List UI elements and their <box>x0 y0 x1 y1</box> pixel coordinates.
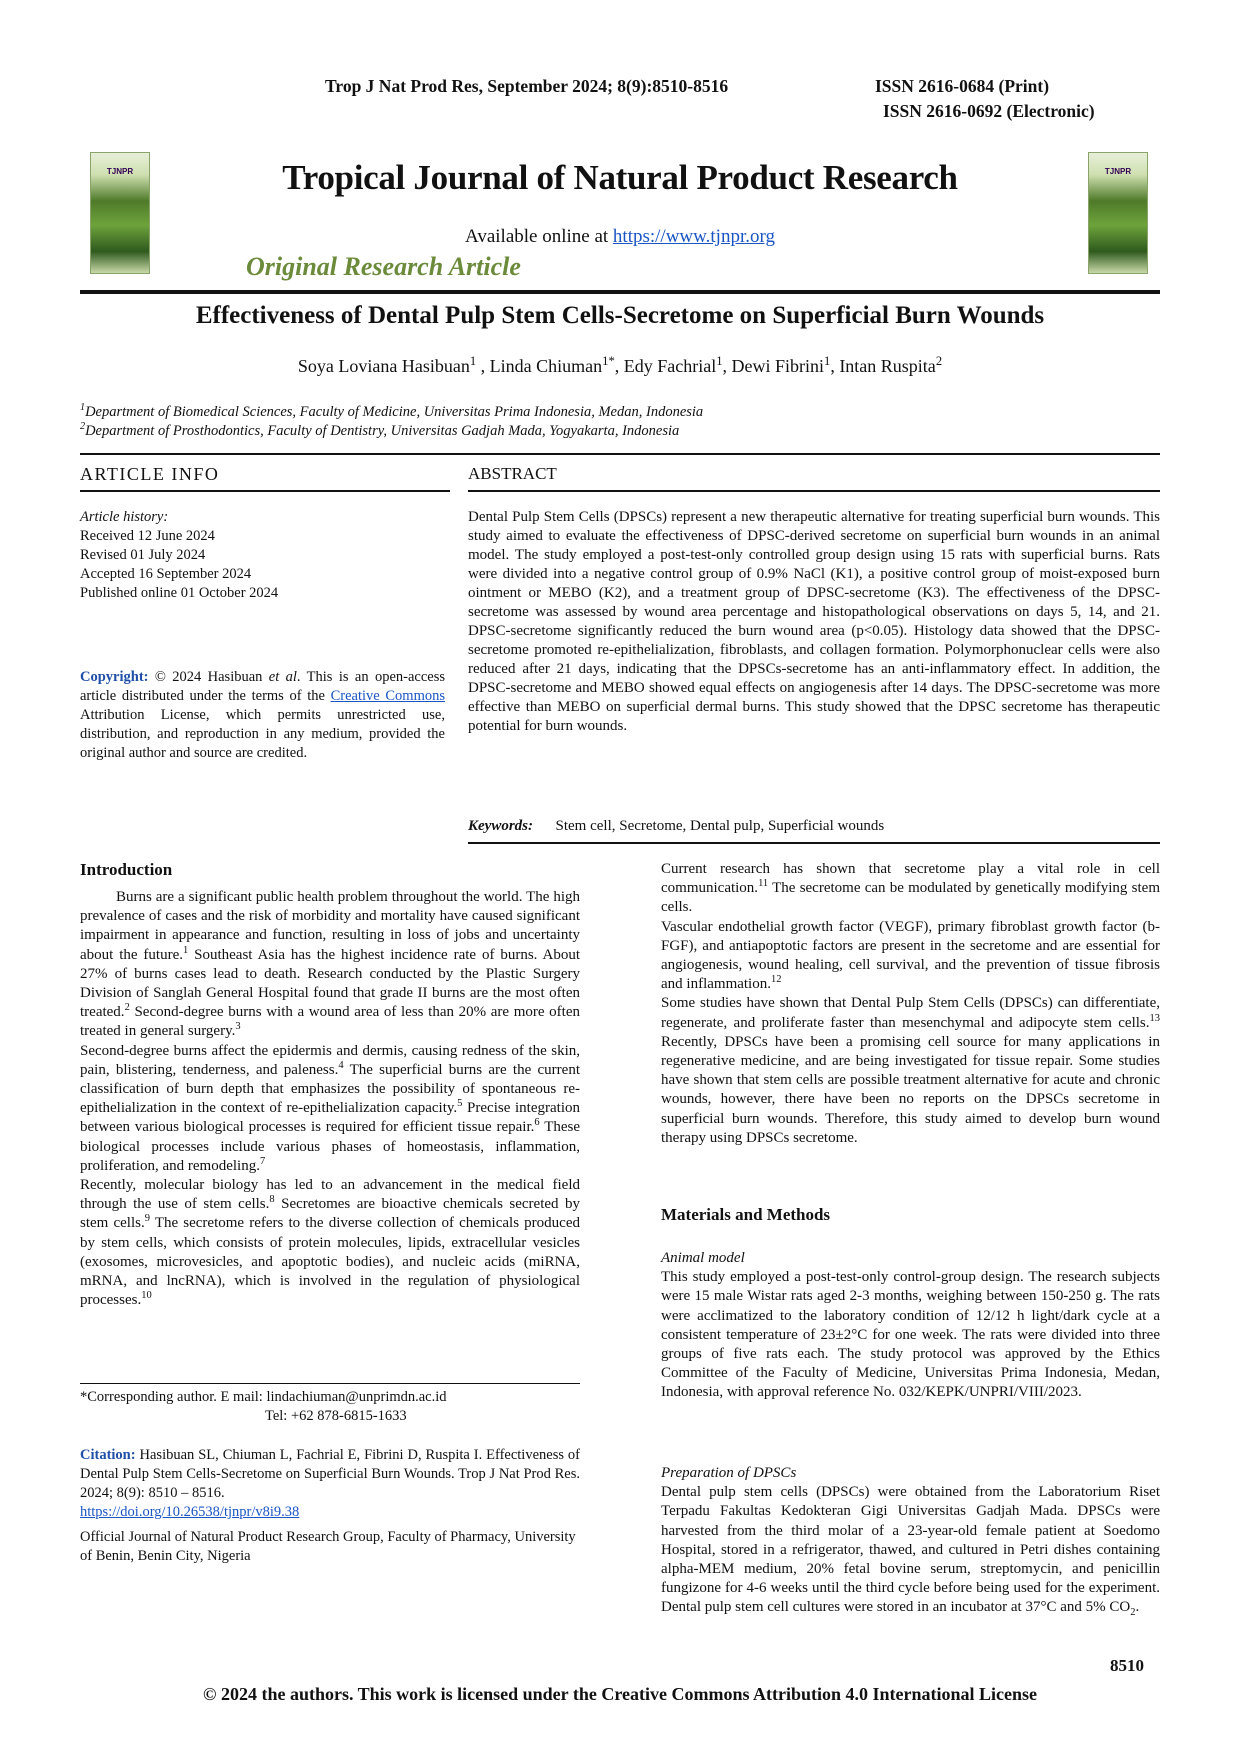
text: These biological processes include various phases of homeostasis, inflammation, proliferation, and remodeling. <box>80 1119 581 1174</box>
author-name: Soya Loviana Hasibuan <box>297 356 470 376</box>
published-date: Published online 01 October 2024 <box>80 585 279 601</box>
affiliation-sup: 1 <box>80 402 86 414</box>
paragraph <box>80 888 580 1042</box>
text: Precise integration between various biological processes is required for efficient tissue repair. <box>80 1100 580 1136</box>
introduction-left-column <box>80 888 580 1310</box>
preparation-section <box>661 1464 1160 1618</box>
keywords-text: Stem cell, Secretome, Dental pulp, Superficial wounds <box>555 818 885 834</box>
article-history <box>80 508 450 603</box>
paragraph <box>80 1042 580 1176</box>
ref: 1 <box>183 944 189 956</box>
affiliation <box>80 404 1160 421</box>
article-info-heading: ARTICLE INFO <box>80 464 220 484</box>
author-name: Dewi Fibrini <box>731 356 825 376</box>
animal-model-text: This study employed a post-test-only control-group design. The research subjects were 15 male Wistar rats aged 2-3 months, weighing between 150-250 g. The rats were acclimatized to the laboratory condition of 12/12 h light/dark cycle at a consistent temperature of 23±2°C for one week. The rats were divided into three groups of five rats each. The study protocol was approved by the Ethics Committee of the Faculty of Medicine, Universitas Prima Indonesia, Medan, Indonesia, with approval reference No. 032/KEPK/UNPRI/VIII/2023. <box>661 1269 1160 1401</box>
text: Second-degree burns affect the epidermis and dermis, causing redness of the skin, pain, blistering, tenderness, and paleness. <box>80 1042 580 1078</box>
corresponding-author <box>80 1388 580 1426</box>
ref: 13 <box>1149 1012 1160 1024</box>
affiliation-text: Department of Prosthodontics, Faculty of Dentistry, Universitas Gadjah Mada, Yogyakarta, Indonesia <box>85 423 680 439</box>
accepted-date: Accepted 16 September 2024 <box>80 566 252 582</box>
license-footer: © 2024 the authors. This work is licensed under the Creative Commons Attribution 4.0 International License <box>203 1684 1037 1704</box>
citation-text: Hasibuan SL, Chiuman L, Fachrial E, Fibrini D, Ruspita I. Effectiveness of Dental Pulp Stem Cells-Secretome on Superficial Burn Wounds. Trop J Nat Prod Res. 2024; 8(9): 8510 – 8516. <box>80 1447 580 1501</box>
text: Recently, DPSCs have been a promising cell source for many applications in regenerative medicine, and are being investigated for tissue repair. Some studies have shown that stem cells are possible treatment alternative for acute and chronic wounds, however, there have been no reports on the DPSCs secretome in superficial burn wounds. Therefore, this study aimed to develop burn wound therapy using DPSCs secretome. <box>661 1033 1160 1146</box>
issn-electronic: ISSN 2616-0692 (Electronic) <box>883 101 1095 121</box>
revised-date: Revised 01 July 2024 <box>80 547 206 563</box>
keywords-rule <box>468 842 1160 844</box>
text: Current research has shown that secretome play a vital role in cell communication. <box>661 861 1160 897</box>
keywords-label: Keywords: <box>468 818 533 834</box>
keywords-line <box>468 818 884 835</box>
author-sup: 2 <box>935 354 943 368</box>
copyright-text: . This is an open-access article distributed under the terms of the <box>80 669 445 704</box>
preparation-heading: Preparation of DPSCs <box>661 1465 797 1481</box>
text: Second-degree burns with a wound area of less than 20% are more often treated in general surgery. <box>80 1004 580 1040</box>
affiliation-sup: 2 <box>80 421 86 433</box>
abstract-text: Dental Pulp Stem Cells (DPSCs) represent a new therapeutic alternative for treating superficial burn wounds. This study aimed to evaluate the effectiveness of DPSC-derived secretome on superficial burn wounds in an animal model. The study employed a post-test-only controlled group design using 15 rats with superficial burns. Rats were divided into a negative control group of 0.9% NaCl (K1), a positive control group of moist-exposed burn ointment or MEBO (K2), and a treatment group of DPSC-secretome (K3). The effectiveness of the DPSC-secretome was assessed by wound area percentage and histopathological observations on days 5, 14, and 21. DPSC-secretome significantly reduced the burn wound area (p<0.05). Histology data showed that the DPSC-secretome promoted re-epithelialization, fibroblasts, and collagen formation. Polymorphonuclear cells were also reduced after 21 days, indicating that the DPSCs-secretome has an anti-inflammatory effect. In addition, the DPSC-secretome and MEBO showed equal effects on angiogenesis after 14 days. The DPSC-secretome was more effective than MEBO on superficial dermal burns. This study showed that the DPSC secretome has therapeutic potential for burn wounds. <box>468 509 1160 734</box>
received-date: Received 12 June 2024 <box>80 528 215 544</box>
ref: 10 <box>141 1290 152 1302</box>
paragraph <box>661 918 1160 995</box>
header-rule <box>80 290 1160 294</box>
animal-model-section <box>661 1249 1160 1403</box>
text: Burns are a significant public health problem throughout the world. The high prevalence of cases and the risk of morbidity and mortality have caused significant impairment in appearance and function, resulting in loss of jobs and uncertainty about the future. <box>80 889 580 963</box>
copyright-etal: et al <box>268 669 297 685</box>
copyright-text: Attribution License, which permits unrestricted use, distribution, and reproduction in any medium, provided the original author and source are credited. <box>80 707 445 761</box>
ref: 9 <box>144 1213 150 1225</box>
creative-commons-link[interactable]: Creative Commons <box>330 688 445 704</box>
running-citation: Trop J Nat Prod Res, September 2024; 8(9):8510-8516 <box>325 76 729 96</box>
journal-url-link[interactable]: https://www.tjnpr.org <box>612 226 775 247</box>
copyright-label: Copyright: <box>80 669 149 685</box>
ref: 2 <box>124 1002 130 1014</box>
text: The secretome refers to the diverse collection of chemicals produced by stem cells, which consists of protein molecules, lipids, extracellular vesicles (exosomes, microvesicles, and apoptotic bodies), and nucleic acids (miRNA, mRNA, and lncRNA), which is involved in the regulation of physiological processes. <box>80 1215 580 1309</box>
history-label: Article history: <box>80 509 169 525</box>
cover-label: TJNPR <box>106 167 134 176</box>
copyright-notice <box>80 668 445 763</box>
article-info-rule <box>80 490 450 492</box>
affiliation-rule <box>80 453 1160 455</box>
journal-cover-right-image <box>1088 152 1148 274</box>
paragraph <box>80 1176 580 1310</box>
ref: 6 <box>534 1117 540 1129</box>
text: Southeast Asia has the highest incidence rate of burns. About 27% of burns cases lead to death. Research conducted by the Plastic Surgery Division of Sanglah General Hospital found that grade II burns are the most often treated. <box>80 946 580 1021</box>
text: Some studies have shown that Dental Pulp Stem Cells (DPSCs) can differentiate, regenerate, and proliferate faster than mesenchymal and adipocyte stem cells. <box>661 995 1160 1031</box>
animal-model-heading: Animal model <box>661 1250 745 1266</box>
copyright-text: © 2024 Hasibuan <box>148 669 269 685</box>
ref: 4 <box>338 1059 344 1071</box>
text: Recently, molecular biology has led to an advancement in the medical field through the use of stem cells. <box>80 1177 580 1213</box>
paragraph <box>661 994 1160 1148</box>
methods-heading: Materials and Methods <box>661 1205 831 1224</box>
author-sup: 1 <box>824 354 831 368</box>
introduction-heading: Introduction <box>80 860 173 879</box>
paragraph <box>661 860 1160 918</box>
author-sup: 1* <box>602 354 615 368</box>
text: Vascular endothelial growth factor (VEGF), primary fibroblast growth factor (b-FGF), and antiapoptotic factors are present in the secretome and are essential for angiogenesis, wound healing, cell survival, and the prevention of tissue fibrosis and inflammation. <box>661 918 1160 993</box>
ref: 5 <box>457 1098 463 1110</box>
citation-block <box>80 1446 580 1522</box>
ref: 3 <box>235 1021 241 1033</box>
footnote-rule <box>80 1383 580 1384</box>
preparation-text <box>661 1483 1160 1617</box>
text: Secretomes are bioactive chemicals secreted by stem cells. <box>80 1196 581 1232</box>
cover-label: TJNPR <box>1104 167 1132 176</box>
author-name: Linda Chiuman <box>489 356 603 376</box>
text: The superficial burns are the current classification of burn depth that emphasizes the possibility of spontaneous re-epithelialization in the context of re-epithelialization capacity. <box>80 1061 580 1117</box>
issn-print: ISSN 2616-0684 (Print) <box>875 76 1050 96</box>
subscript: 2 <box>1130 1607 1136 1619</box>
author-sup: 1 <box>716 354 723 368</box>
corresponding-email: *Corresponding author. E mail: lindachiuman@unprimdn.ac.id <box>80 1389 447 1405</box>
author-name: Intan Ruspita <box>839 356 936 376</box>
affiliation <box>80 423 1160 440</box>
author-sup: 1 <box>469 354 477 368</box>
ref: 12 <box>770 974 782 986</box>
corresponding-tel: Tel: +62 878-6815-1633 <box>265 1408 407 1424</box>
introduction-right-column <box>661 860 1160 1148</box>
page-number: 8510 <box>1110 1656 1144 1675</box>
text: The secretome can be modulated by genetically modifying stem cells. <box>661 880 1160 916</box>
journal-cover-left-image <box>90 152 150 274</box>
doi-link[interactable]: https://doi.org/10.26538/tjnpr/v8i9.38 <box>80 1504 300 1520</box>
affiliation-text: Department of Biomedical Sciences, Faculty of Medicine, Universitas Prima Indonesia, Medan, Indonesia <box>85 404 704 420</box>
official-journal-note: Official Journal of Natural Product Research Group, Faculty of Pharmacy, University of Benin, Benin City, Nigeria <box>80 1529 576 1564</box>
citation-label: Citation: <box>80 1447 136 1463</box>
ref: 11 <box>758 878 769 890</box>
author-list: Soya Loviana Hasibuan$^1$ , Linda Chiuman$^{1*}$, Edy Fachrial$^1$, Dewi Fibrini$^1$, Intan Ruspita$^2$ <box>297 354 943 376</box>
availability-prefix: Available online at <box>465 226 613 247</box>
text: . <box>1135 1599 1140 1616</box>
abstract-heading: ABSTRACT <box>468 464 557 483</box>
ref: 7 <box>259 1155 266 1167</box>
text: Dental pulp stem cells (DPSCs) were obtained from the Laboratorium Riset Terpadu Fakultas Kedokteran Gigi Universitas Gadjah Mada. DPSCs were harvested from the third molar of a 23-year-old female patient at Soedomo Hospital, stored in a refrigerator, thawed, and cultured in Petri dishes containing alpha-MEM medium, 20% fetal bovine serum, streptomycin, and penicillin fungizone for 4-6 weeks until the third cycle before being used for the experiment. Dental pulp stem cell cultures were stored in an incubator at 37°C and 5% CO <box>661 1484 1160 1616</box>
abstract-rule <box>468 490 1160 492</box>
ref: 8 <box>269 1194 275 1206</box>
availability-line <box>150 226 1090 248</box>
article-type: Original Research Article <box>246 252 521 281</box>
journal-title: Tropical Journal of Natural Product Research <box>282 158 958 197</box>
author-name: Edy Fachrial <box>623 356 717 376</box>
article-title: Effectiveness of Dental Pulp Stem Cells-Secretome on Superficial Burn Wounds <box>195 302 1045 329</box>
